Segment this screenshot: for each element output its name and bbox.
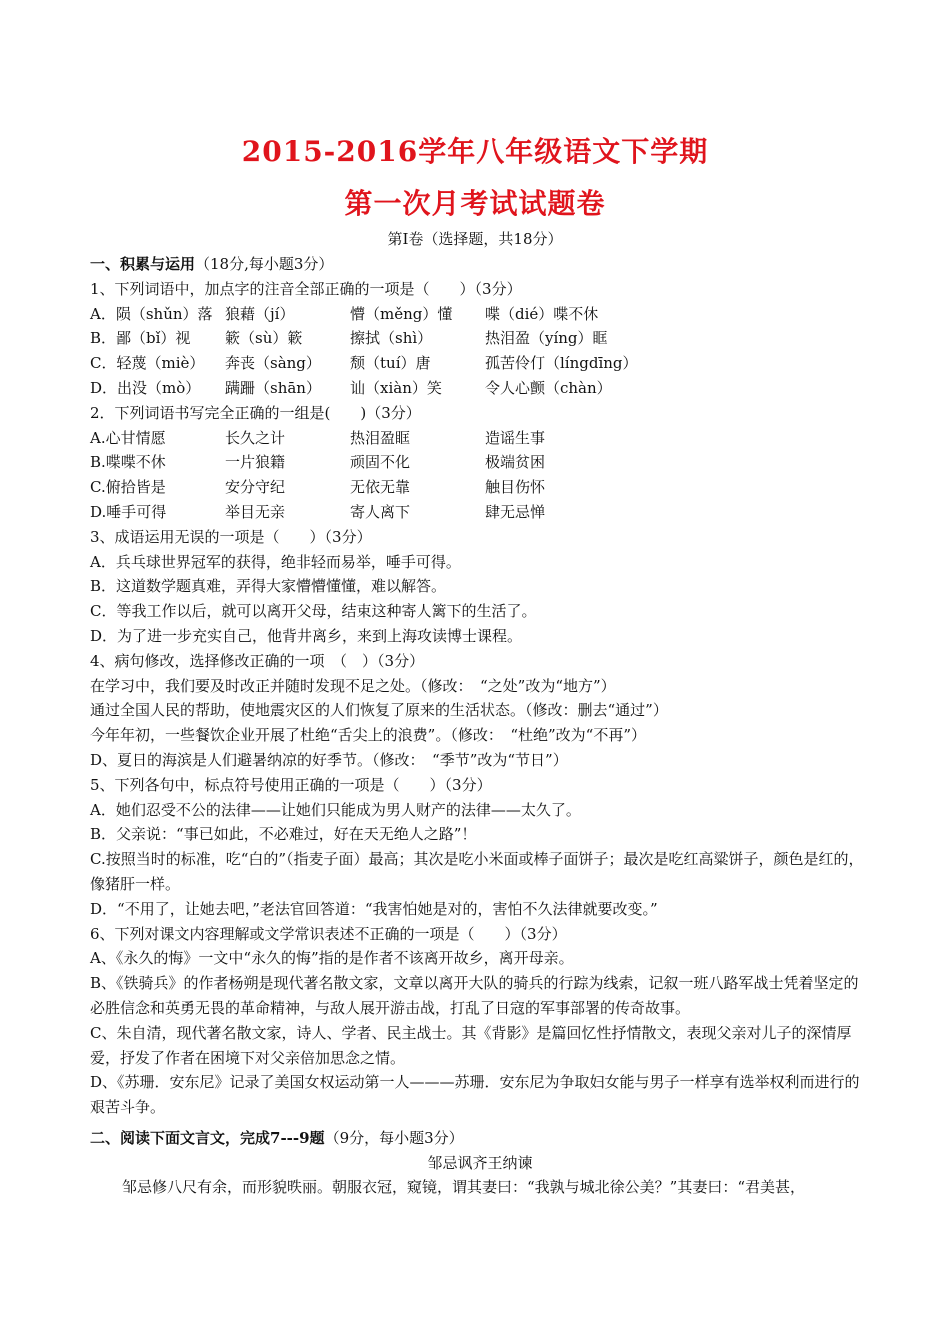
q3-option-d: D．为了进一步充实自己，他背井离乡，来到上海攻读博士课程。 <box>90 626 523 645</box>
q4-option-b: 通过全国人民的帮助，使地震灾区的人们恢复了原来的生活状态。（修改：删去“通过”） <box>90 701 668 720</box>
q1-option-d: D．出没（mò） 蹒跚（shān） 讪（xiàn）笑 令人心颤（chàn） <box>90 378 612 397</box>
q6-option-b: B、《铁骑兵》的作者杨朔是现代著名散文家，文章以离开大队的骑兵的行踪为线索，记叙一班八路军战士凭着坚定的必胜信念和英勇无畏的革命精神，与敌人展开游击战，打乱了日寇的军事部署的传奇故事。 <box>90 974 859 1017</box>
passage-first-line: 邹忌修八尺有余，而形貌昳丽。朝服衣冠，窥镜，谓其妻曰：“我孰与城北徐公美？”其妻曰：“君美甚， <box>122 1178 806 1197</box>
q4-option-c: 今年年初，一些餐饮企业开展了杜绝“舌尖上的浪费”。（修改： “杜绝”改为“不再”） <box>90 726 647 745</box>
q1-option-c: C．轻蔑（miè） 奔丧（sàng） 颓（tuí）唐 孤苦伶仃（língdīng） <box>90 354 638 373</box>
q6-option-c: C、朱自清，现代著名散文家，诗人、学者、民主战士。其《背影》是篇回忆性抒情散文，表现父亲对儿子的深情厚爱，抒发了作者在困境下对父亲倍加思念之情。 <box>90 1023 852 1067</box>
q5-option-c: C.按照当时的标准，吃“白的”（指麦子面）最高；其次是吃小米面或棒子面饼子；最次是吃红高粱饼子，颜色是红的，像猪肝一样。 <box>90 850 864 893</box>
q4-stem: 4、病句修改，选择修改正确的一项 （ ）（3分） <box>90 651 425 670</box>
q1-option-a: A．陨（shǔn）落 狼藉（jí） 懵（měng）懂 喋（dié）喋不休 <box>90 304 599 323</box>
exam-title-line1: 2015-2016学年八年级语文下学期 <box>241 135 709 168</box>
section-one-heading: 一、积累与运用（18分,每小题3分） <box>90 255 334 273</box>
q2-option-a: A.心甘情愿 长久之计 热泪盈眶 造谣生事 <box>90 428 546 447</box>
q5-option-b: B．父亲说：“事已如此，不必难过，好在天无绝人之路”！ <box>90 825 477 844</box>
q1-option-b: B．鄙（bǐ）视 簌（sù）簌 擦拭（shì） 热泪盈（yíng）眶 <box>90 329 608 348</box>
q3-option-a: A．兵乓球世界冠军的获得，绝非轻而易举，唾手可得。 <box>90 552 461 571</box>
exam-title-line2: 第一次月考试试题卷 <box>344 187 606 220</box>
passage-title: 邹忌讽齐王纳谏 <box>427 1153 533 1172</box>
exam-body <box>90 252 870 1200</box>
q3-option-c: C．等我工作以后，就可以离开父母，结束这种寄人篱下的生活了。 <box>90 602 537 621</box>
q4-option-a: 在学习中，我们要及时改正并随时发现不足之处。（修改： “之处”改为“地方”） <box>90 676 616 695</box>
q2-stem: 2．下列词语书写完全正确的一组是( )（3分） <box>90 403 421 422</box>
q1-stem: 1、下列词语中，加点字的注音全部正确的一项是（ ）（3分） <box>90 279 522 298</box>
q2-option-c: C.俯拾皆是 安分守纪 无依无靠 触目伤怀 <box>90 478 546 497</box>
section-two-heading: 二、阅读下面文言文，完成7---9题（9分，每小题3分） <box>90 1128 464 1147</box>
part-one-heading: 第Ⅰ卷（选择题，共18分） <box>387 230 563 248</box>
q5-stem: 5、下列各句中，标点符号使用正确的一项是（ ）（3分） <box>90 775 492 794</box>
q2-option-d: D.唾手可得 举目无亲 寄人离下 肆无忌惮 <box>90 502 546 521</box>
q3-option-b: B．这道数学题真难，弄得大家懵懵懂懂，难以解答。 <box>90 577 447 596</box>
q4-option-d: D、夏日的海滨是人们避暑纳凉的好季节。（修改： “季节”改为“节日”） <box>90 750 568 769</box>
q5-option-d: D．“不用了，让她去吧，”老法官回答道：“我害怕她是对的，害怕不久法律就要改变。” <box>90 899 658 918</box>
q6-stem: 6、下列对课文内容理解或文学常识表述不正确的一项是（ ）（3分） <box>90 924 567 943</box>
q6-option-d: D、《苏珊．安东尼》记录了美国女权运动第一人———苏珊．安东尼为争取妇女能与男子一样享有选举权利而进行的艰苦斗争。 <box>90 1073 860 1117</box>
q2-option-b: B.喋喋不休 一片狼籍 顽固不化 极端贫困 <box>90 453 546 472</box>
q3-stem: 3、成语运用无误的一项是（ ）（3分） <box>90 527 372 546</box>
q6-option-a: A、《永久的悔》一文中“永久的悔”指的是作者不该离开故乡，离开母亲。 <box>90 949 574 968</box>
q5-option-a: A．她们忍受不公的法律——让她们只能成为男人财产的法律——太久了。 <box>90 800 581 819</box>
